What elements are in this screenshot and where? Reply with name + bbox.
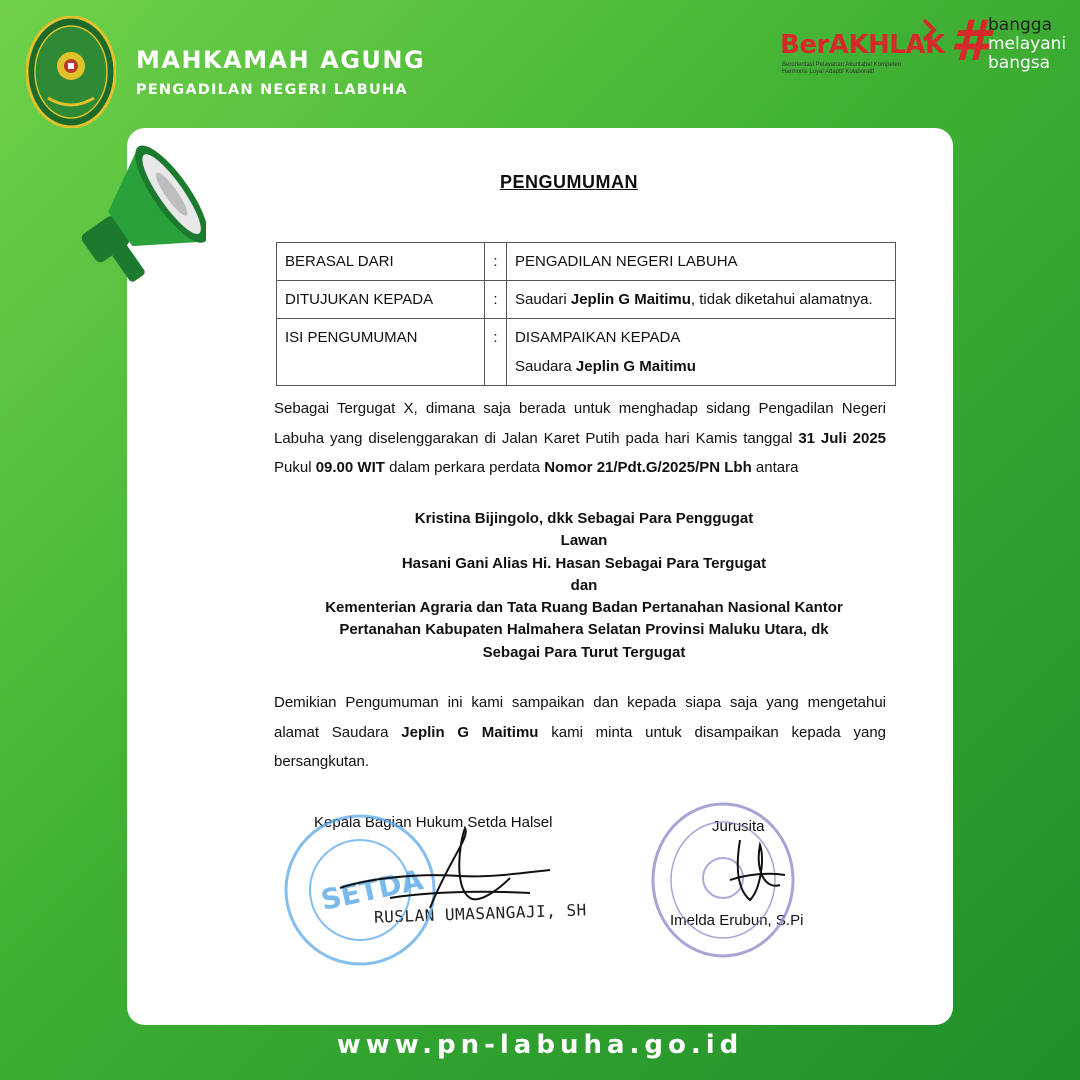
co-defendant-line-1: Kementerian Agraria dan Tata Ruang Badan Pertanahan Nasional Kantor — [325, 599, 843, 617]
signature-left-title: Kepala Bagian Hukum Setda Halsel — [314, 814, 553, 831]
co-defendant-line-2: Pertanahan Kabupaten Halmahera Selatan Provinsi Maluku Utara, dk — [339, 621, 829, 639]
bangga-line3: bangsa — [988, 53, 1051, 73]
body-paragraph-2: Demikian Pengumuman ini kami sampaikan dan kepada siapa saja yang mengetahui alamat Saudara Jeplin G Maitimu kami minta untuk disampaikan kepada yang bersangkutan. — [274, 694, 887, 770]
svg-text:SETDA: SETDA — [317, 863, 426, 917]
hashtag-icon: # — [950, 9, 989, 74]
signature-right-name: Imelda Erubun, S.Pi — [670, 912, 804, 929]
row-value: PENGADILAN NEGERI LABUHA — [507, 243, 896, 281]
defendant-line: Hasani Gani Alias Hi. Hasan Sebagai Para Tergugat — [401, 554, 767, 572]
row-label: ISI PENGUMUMAN — [277, 319, 485, 386]
table-row: DITUJUKAN KEPADA : Saudari Jeplin G Maitimu, tidak diketahui alamatnya. — [277, 281, 896, 319]
row-label: DITUJUKAN KEPADA — [277, 281, 485, 319]
bangga-line1: bangga — [988, 15, 1052, 35]
table-row: ISI PENGUMUMAN : DISAMPAIKAN KEPADA Saudara Jeplin G Maitimu — [277, 319, 896, 386]
versus-line: Lawan — [560, 532, 608, 550]
court-seal-logo — [26, 16, 116, 128]
table-row: BERASAL DARI : PENGADILAN NEGERI LABUHA — [277, 243, 896, 281]
bangga-melayani-bangsa-logo — [950, 9, 1075, 74]
footer-website-url[interactable]: www.pn-labuha.go.id — [336, 1030, 744, 1060]
body-paragraph-1: Sebagai Tergugat X, dimana saja berada untuk menghadap sidang Pengadilan Negeri Labuha yang diselenggarakan di Jalan Karet Putih pada hari Kamis tanggal 31 Juli 2025 Pukul 09.00 WIT dalam perkara perdata Nomor 21/Pdt.G/2025/PN Lbh antara — [274, 400, 887, 476]
row-value: Saudari Jeplin G Maitimu, tidak diketahui alamatnya. — [507, 281, 896, 319]
co-defendant-line-3: Sebagai Para Turut Tergugat — [482, 643, 686, 661]
row-label: BERASAL DARI — [277, 243, 485, 281]
signature-left-name: RUSLAN UMASANGAJI, SH — [373, 900, 588, 927]
berakhlak-wordmark: BerAKHLAK — [780, 30, 945, 60]
bangga-line2: melayani — [988, 34, 1067, 54]
document-title: PENGUMUMAN — [500, 172, 638, 192]
berakhlak-tagline: Berorientasi Pelayanan Akuntabel Kompeten Harmonis Loyal Adaptif Kolaboratif — [782, 62, 902, 75]
plaintiff-line: Kristina Bijingolo, dkk Sebagai Para Penggugat — [414, 510, 754, 527]
signature-scribble-right — [720, 830, 790, 910]
chevron-icon — [920, 18, 940, 42]
and-line: dan — [570, 576, 598, 594]
berakhlak-logo — [780, 18, 945, 82]
parties-block — [274, 508, 894, 664]
info-table — [276, 242, 896, 386]
row-value: DISAMPAIKAN KEPADA Saudara Jeplin G Maitimu — [507, 319, 896, 386]
signature-scribble-left — [330, 818, 560, 938]
org-subtitle: PENGADILAN NEGERI LABUHA — [136, 82, 408, 98]
org-title: MAHKAMAH AGUNG — [136, 46, 426, 74]
megaphone-icon — [66, 138, 206, 288]
signature-right-title: Jurusita — [712, 818, 765, 835]
